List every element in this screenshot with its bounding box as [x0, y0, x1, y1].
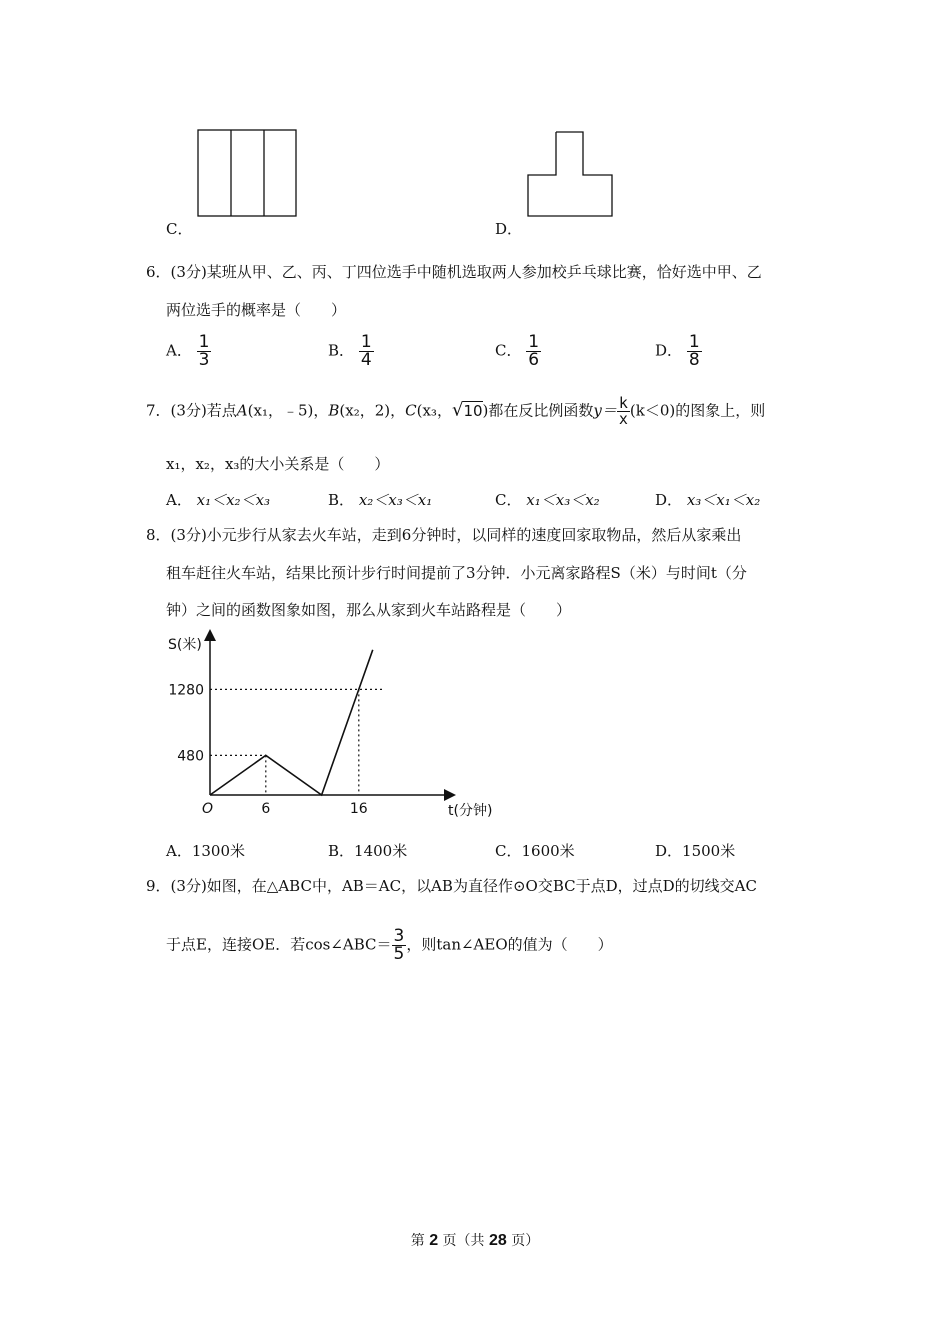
option-label: C． — [495, 842, 522, 860]
option-text: x₁＜x₂＜x₃ — [196, 491, 271, 509]
q6-option-b — [328, 334, 374, 369]
q7-prefix: 7．(3分)若点 — [146, 401, 237, 420]
q7-option-b — [328, 489, 432, 510]
q7-c-coords: (x₃， — [416, 401, 452, 420]
fraction-numerator: k — [618, 394, 628, 412]
q7-option-d — [655, 489, 760, 510]
option-label: B． — [328, 491, 355, 509]
distance-time-chart — [160, 630, 493, 830]
q7-stem-line2: x₁，x₂，x₃的大小关系是（ ） — [166, 455, 390, 473]
option-label: B． — [328, 842, 355, 860]
q9-line2-pre: 于点E，连接OE．若cos∠ABC＝ — [166, 935, 392, 954]
q6-option-d — [655, 334, 702, 369]
q8-option-b — [328, 840, 407, 861]
q8-option-a — [166, 840, 245, 861]
option-label: C． — [495, 341, 522, 360]
fraction-numerator: 1 — [198, 332, 210, 352]
y-tick-label: 480 — [177, 748, 204, 765]
option-label: B． — [328, 341, 355, 360]
fraction-denominator: 5 — [393, 944, 405, 964]
q6-option-a — [166, 334, 211, 369]
option-d-label: D． — [495, 220, 523, 238]
y-axis-label: S(米) — [168, 637, 202, 653]
option-label: C． — [495, 491, 522, 509]
fraction-numerator: 1 — [528, 332, 540, 352]
q9-stem-line1: 9．(3分)如图，在△ABC中，AB＝AC，以AB为直径作⊙O交BC于点D，过点D的切线交AC — [146, 877, 757, 895]
q7-b-coords: (x₂，2)， — [339, 401, 406, 420]
page-number: 2 — [429, 1232, 439, 1249]
q9-stem-line2 — [166, 928, 613, 963]
y-tick-label: 1280 — [168, 682, 204, 699]
x-tick-label: 6 — [261, 801, 271, 817]
q7-point-a: A — [236, 401, 248, 420]
option-text: x₁＜x₃＜x₂ — [526, 491, 600, 509]
x-axis-label: t(分钟) — [448, 803, 493, 819]
fraction-denominator: 4 — [360, 350, 372, 370]
option-text: 1500米 — [682, 842, 736, 860]
option-c-label: C． — [166, 220, 193, 238]
q6-stem-line1: 6．(3分)某班从甲、乙、丙、丁四位选手中随机选取两人参加校乒乓球比赛，恰好选中甲、乙 — [146, 263, 762, 281]
q7-point-c: C — [405, 401, 417, 420]
q7-stem-line1 — [146, 396, 765, 427]
fraction-denominator: 3 — [198, 350, 210, 370]
option-label: D． — [655, 341, 683, 360]
sqrt-symbol: √ — [451, 399, 464, 421]
option-text: 1600米 — [521, 842, 575, 860]
q8-stem-line1: 8．(3分)小元步行从家去火车站，走到6分钟时，以同样的速度回家取物品，然后从家乘出 — [146, 526, 742, 544]
option-text: 1400米 — [354, 842, 408, 860]
page-footer — [0, 1230, 950, 1250]
q7-func-y: y＝ — [593, 401, 617, 420]
q7-option-a — [166, 489, 270, 510]
q8-stem-line3: 钟）之间的函数图象如图，那么从家到火车站路程是（ ） — [166, 601, 572, 619]
fraction-numerator: 1 — [688, 332, 700, 352]
option-text: x₃＜x₁＜x₂ — [686, 491, 761, 509]
option-label: A． — [166, 842, 192, 860]
figure-d-t-shape — [526, 130, 616, 220]
q8-option-d — [655, 840, 735, 861]
origin-label: O — [202, 801, 214, 817]
q9-line2-post: ，则tan∠AEO的值为（ ） — [406, 935, 613, 954]
fraction-denominator: x — [618, 410, 628, 428]
option-text: x₂＜x₃＜x₁ — [358, 491, 433, 509]
option-label: D． — [655, 491, 683, 509]
q7-condition: (k＜0)的图象上，则 — [629, 401, 766, 420]
page-total: 28 — [489, 1232, 507, 1249]
q7-point-b: B — [328, 401, 340, 420]
option-label: A． — [166, 491, 192, 509]
q6-option-c — [495, 334, 541, 369]
fraction-numerator: 3 — [393, 926, 405, 946]
q8-option-c — [495, 840, 575, 861]
figure-c-three-rectangles — [196, 128, 300, 220]
footer-post: 页） — [511, 1233, 540, 1249]
q6-stem-line2: 两位选手的概率是（ ） — [166, 301, 347, 319]
option-label: D． — [655, 842, 683, 860]
fraction-denominator: 8 — [688, 350, 700, 370]
option-text: 1300米 — [191, 842, 246, 860]
q7-mid: )都在反比例函数 — [482, 401, 594, 420]
q7-a-coords: (x₁，﹣5)， — [247, 401, 329, 420]
sqrt-radicand: 10 — [463, 401, 483, 420]
x-tick-label: 16 — [349, 801, 368, 817]
fraction-numerator: 1 — [360, 332, 372, 352]
fraction-denominator: 6 — [528, 350, 540, 370]
q8-stem-line2: 租车赶往火车站，结果比预计步行时间提前了3分钟．小元离家路程S（米）与时间t（分 — [166, 564, 747, 582]
q7-option-c — [495, 489, 600, 510]
footer-pre: 第 — [410, 1233, 425, 1249]
series-line — [210, 650, 373, 795]
option-label: A． — [166, 341, 192, 360]
footer-mid: 页（共 — [442, 1233, 485, 1249]
